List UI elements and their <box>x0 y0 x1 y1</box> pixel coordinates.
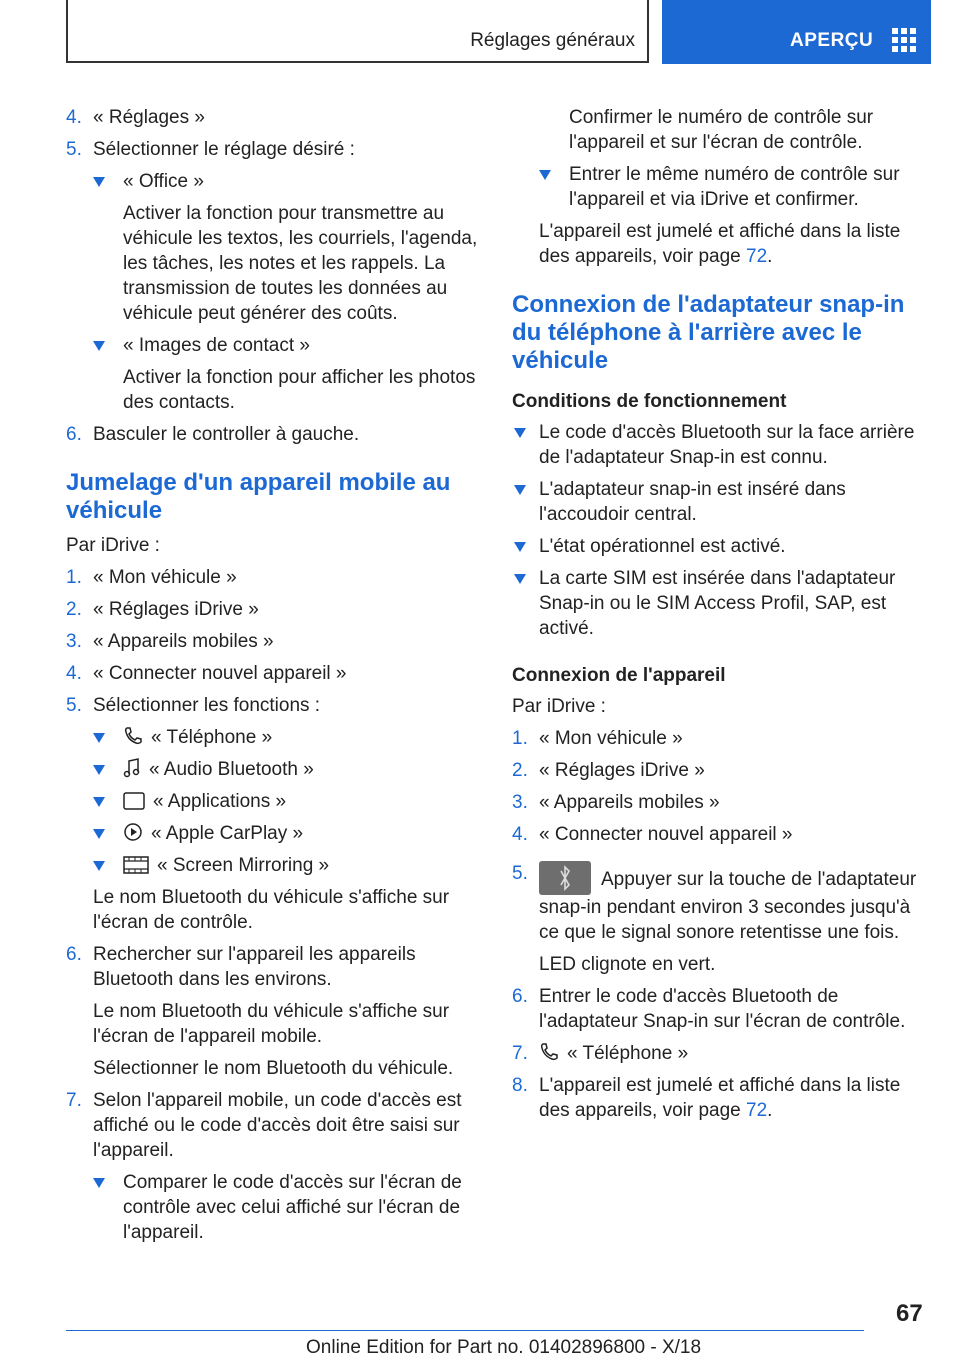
page-number: 67 <box>896 1300 923 1327</box>
list-item: 6. Basculer le controller à gauche. <box>66 424 360 445</box>
bluetooth-icon <box>539 861 591 895</box>
section-title: Réglages généraux <box>470 30 635 51</box>
step-item: 7. Selon l'appareil mobile, un code d'accès est affiché ou le code d'accès doit être saisi sur l'appareil. <box>66 1090 462 1161</box>
bullet-description: Activer la fonction pour transmettre au véhicule les textos, les courriels, l'agenda, les tâches, les notes et les rappels. La transmission de toutes les données au véhicule peut générer des coûts. <box>123 203 478 324</box>
function-carplay: « Apple CarPlay » <box>66 821 478 846</box>
bullet-triangle-icon <box>93 733 105 743</box>
function-screen-mirroring: « Screen Mirroring » <box>66 853 478 878</box>
app-window-icon <box>123 792 145 810</box>
bullet-triangle-icon <box>93 1178 105 1188</box>
subheading: Conditions de fonctionnement <box>512 391 787 412</box>
condition-item: L'adaptateur snap-in est inséré dans l'accoudoir central. <box>512 477 924 527</box>
step-item: 2. « Réglages iDrive » <box>66 599 259 620</box>
condition-item: Le code d'accès Bluetooth sur la face arrière de l'adaptateur Snap-in est connu. <box>512 420 924 470</box>
intro-text: Par iDrive : <box>512 696 606 717</box>
bullet-triangle-icon <box>93 829 105 839</box>
footer-edition: Online Edition for Part no. 01402896800 - X/18 <box>306 1337 702 1358</box>
phone-icon <box>539 1042 559 1062</box>
condition-item: La carte SIM est insérée dans l'adaptateur Snap-in ou le SIM Access Profil, SAP, est activé. <box>512 566 924 641</box>
step-item: 1. « Mon véhicule » <box>66 567 237 588</box>
step-item: 3. « Appareils mobiles » <box>512 792 720 813</box>
play-circle-icon <box>123 822 143 842</box>
subheading: Connexion de l'appareil <box>512 665 726 686</box>
snap-in-bluetooth-button-image <box>539 861 591 895</box>
phone-icon <box>123 726 143 746</box>
bullet-description: Activer la fonction pour afficher les photos des contacts. <box>123 367 476 413</box>
page-link[interactable]: 72 <box>746 246 768 267</box>
function-applications: « Applications » <box>66 789 478 814</box>
film-icon <box>123 856 149 874</box>
bullet-triangle-icon <box>93 341 105 351</box>
bullet-triangle-icon <box>539 170 551 180</box>
function-phone: « Téléphone » <box>66 725 478 750</box>
step-item: 6. Entrer le code d'accès Bluetooth de l'adaptateur Snap-in sur l'écran de contrôle. <box>512 986 906 1032</box>
bullet-triangle-icon <box>93 861 105 871</box>
step-item: 5. Sélectionner les fonctions : <box>66 695 321 716</box>
left-column <box>66 105 478 1252</box>
bullet-item: « Office » <box>66 169 478 194</box>
step-item: 3. « Appareils mobiles » <box>66 631 274 652</box>
page-header <box>66 0 931 64</box>
step-note: LED clignote en vert. <box>539 954 716 975</box>
overview-tab-label: APERÇU <box>790 30 874 51</box>
pairing-note: L'appareil est jumelé et affiché dans la liste des appareils, voir page 72. <box>539 221 901 267</box>
bullet-triangle-icon <box>514 542 526 552</box>
step-item: 6. Rechercher sur l'appareil les appareils Bluetooth dans les environs. <box>66 944 416 990</box>
step-item: 8. L'appareil est jumelé et affiché dans la liste des appareils, voir page 72. <box>512 1075 901 1121</box>
bullet-triangle-icon <box>93 797 105 807</box>
bullet-triangle-icon <box>514 485 526 495</box>
overview-tab[interactable] <box>662 0 931 64</box>
section-heading: Connexion de l'adaptateur snap-in du téléphone à l'arrière avec le véhicule <box>512 291 905 374</box>
step-item: 2. « Réglages iDrive » <box>512 760 705 781</box>
bullet-continuation: Confirmer le numéro de contrôle sur l'appareil et sur l'écran de contrôle. <box>569 107 874 153</box>
footer-divider <box>66 1330 864 1331</box>
bullet-item: « Images de contact » <box>66 333 478 358</box>
step-item: 4. « Connecter nouvel appareil » <box>66 663 347 684</box>
step-item: 1. « Mon véhicule » <box>512 728 683 749</box>
step-item: 7. « Téléphone » <box>512 1043 689 1064</box>
bullet-item: Entrer le même numéro de contrôle sur l'appareil et via iDrive et confirmer. <box>512 162 924 212</box>
page-link[interactable]: 72 <box>746 1100 768 1121</box>
music-note-icon <box>123 758 141 778</box>
bullet-triangle-icon <box>514 428 526 438</box>
right-column <box>512 105 924 1130</box>
list-item: 5. Sélectionner le réglage désiré : <box>66 139 355 160</box>
bullet-triangle-icon <box>93 177 105 187</box>
bullet-triangle-icon <box>93 765 105 775</box>
step-note: Le nom Bluetooth du véhicule s'affiche sur l'écran de l'appareil mobile. <box>93 1001 450 1047</box>
step-note: Le nom Bluetooth du véhicule s'affiche sur l'écran de contrôle. <box>93 887 450 933</box>
step-item: 4. « Connecter nouvel appareil » <box>512 824 793 845</box>
section-title-box <box>66 0 649 63</box>
list-item: 4. « Réglages » <box>66 107 205 128</box>
intro-text: Par iDrive : <box>66 535 160 556</box>
function-audio: « Audio Bluetooth » <box>66 757 478 782</box>
step-note: Sélectionner le nom Bluetooth du véhicule. <box>93 1058 454 1079</box>
section-heading: Jumelage d'un appareil mobile au véhicule <box>66 469 451 524</box>
condition-item: L'état opérationnel est activé. <box>512 534 924 559</box>
grid-icon <box>892 28 916 52</box>
step-item: 5. Appuyer sur la touche de l'adaptateur snap-in pendant environ 3 secondes jusqu'à ce que le signal sonore retentisse une fois. <box>512 863 917 943</box>
bullet-triangle-icon <box>514 574 526 584</box>
bullet-item: Comparer le code d'accès sur l'écran de contrôle avec celui affiché sur l'écran de l'appareil. <box>66 1170 478 1245</box>
